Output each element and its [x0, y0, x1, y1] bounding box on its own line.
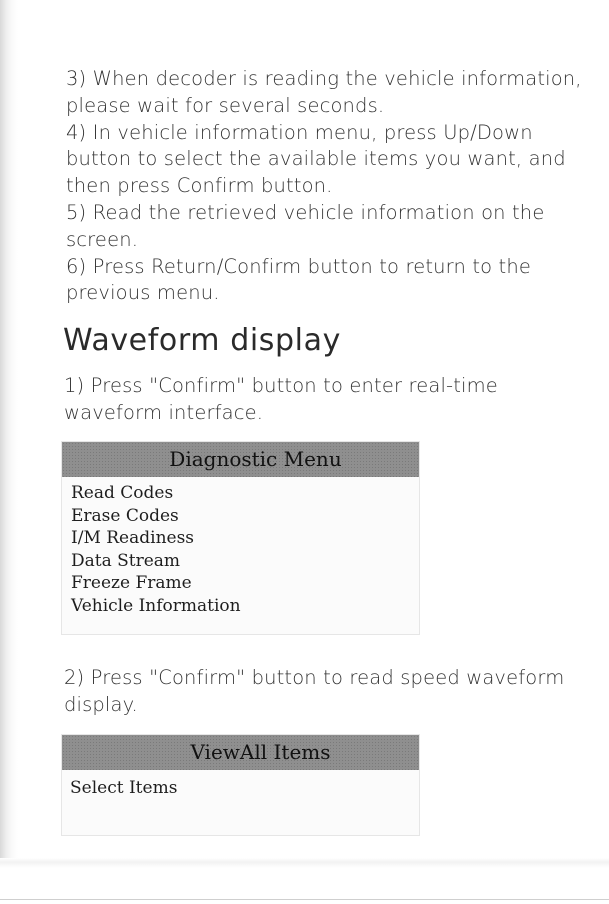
- step-3-text: 3) When decoder is reading the vehicle information, please wait for several seconds.: [66, 67, 582, 117]
- step-6-text: 6) Press Return/Confirm button to return to the previous menu.: [66, 254, 532, 305]
- step-5-text: 5) Read the retrieved vehicle information on the screen.: [66, 200, 545, 251]
- section-heading: Waveform display: [63, 323, 341, 358]
- menu-item-read-codes[interactable]: Read Codes: [71, 483, 174, 503]
- menu-item-data-stream[interactable]: Data Stream: [71, 550, 181, 571]
- diagnostic-menu-screen: [61, 441, 420, 635]
- view-all-items-title: ViewAll Items: [62, 735, 419, 770]
- waveform-step-2-text: 2) Press "Confirm" button to read speed waveform display.: [64, 666, 565, 716]
- page-bottom-edge-shadow: [0, 858, 609, 904]
- step-4-text: 4) In vehicle information menu, press Up/Down button to select the available items you want, and then press Confirm button.: [66, 120, 566, 198]
- diagnostic-menu-title: Diagnostic Menu: [62, 442, 419, 477]
- menu-item-im-readiness[interactable]: I/M Readiness: [71, 528, 195, 549]
- vehicle-info-steps: [66, 66, 596, 307]
- menu-item-vehicle-information[interactable]: Vehicle Information: [71, 595, 241, 616]
- menu-item-freeze-frame[interactable]: Freeze Frame: [71, 573, 192, 594]
- page-bottom-line: [0, 899, 609, 900]
- page-left-edge-shadow: [0, 0, 18, 880]
- select-items-label[interactable]: Select Items: [70, 778, 178, 798]
- diagnostic-menu-list: [62, 477, 419, 618]
- menu-item-erase-codes[interactable]: Erase Codes: [71, 505, 179, 526]
- view-all-items-screen: [61, 734, 420, 836]
- waveform-step-1-text: 1) Press "Confirm" button to enter real-time waveform interface.: [64, 374, 498, 424]
